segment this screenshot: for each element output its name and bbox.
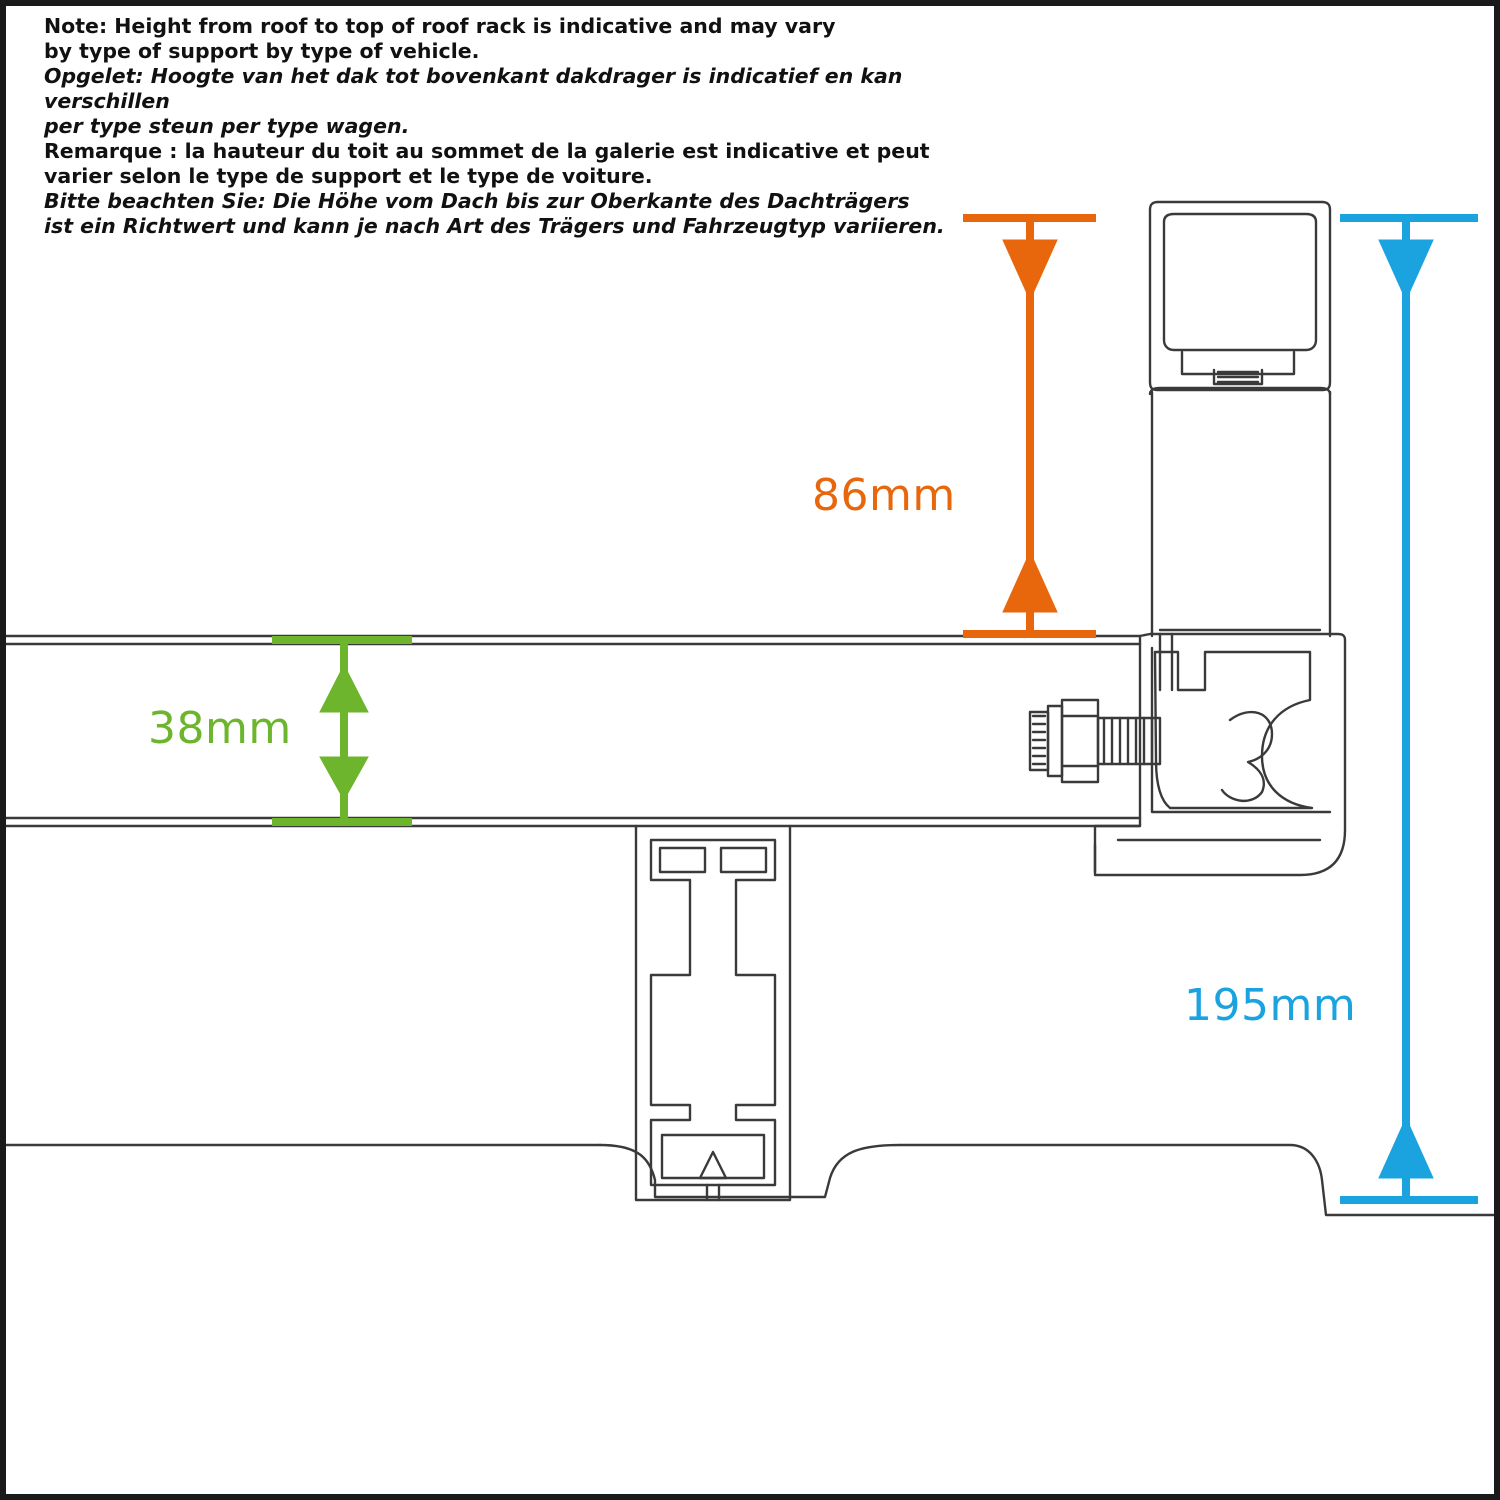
note-line-5: Remarque : la hauteur du toit au sommet de la galerie est indicative et peut: [44, 139, 930, 163]
note-line-2: by type of support by type of vehicle.: [44, 39, 480, 63]
dimension-label-195mm: 195mm: [1184, 980, 1357, 1031]
note-line-3: Opgelet: Hoogte van het dak tot bovenkant dakdrager is indicatief en kan verschillen: [44, 64, 903, 113]
note-line-4: per type steun per type wagen.: [44, 114, 410, 138]
dimension-label-38mm: 38mm: [148, 703, 292, 754]
dimension-label-86mm: 86mm: [812, 470, 956, 521]
note-line-8: ist ein Richtwert und kann je nach Art des Trägers und Fahrzeugtyp variieren.: [44, 214, 945, 238]
note-line-7: Bitte beachten Sie: Die Höhe vom Dach bis zur Oberkante des Dachträgers: [44, 189, 910, 213]
note-line-1: Note: Height from roof to top of roof rack is indicative and may vary: [44, 14, 836, 38]
note-line-6: varier selon le type de support et le type de voiture.: [44, 164, 653, 188]
